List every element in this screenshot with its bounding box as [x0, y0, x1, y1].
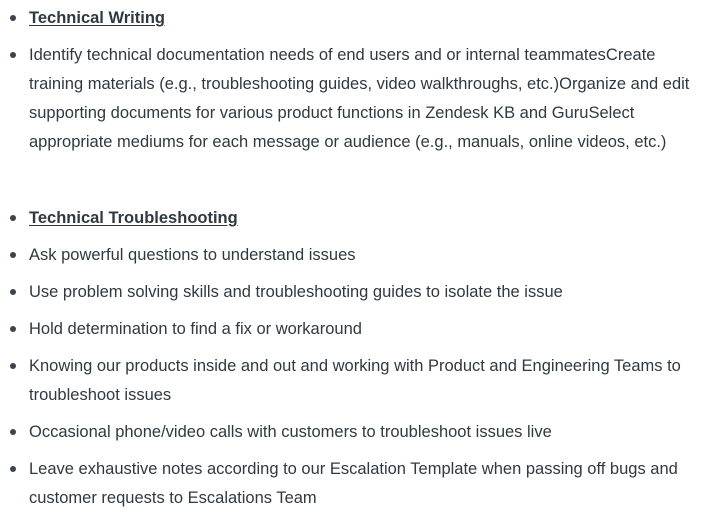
list-item-text: Knowing our products inside and out and working with Product and Engineering Teams to troubleshoot issues [29, 357, 681, 404]
bullet-icon [10, 252, 16, 258]
bullet-icon [10, 466, 16, 472]
list-item [0, 352, 720, 410]
bullet-icon [10, 363, 16, 369]
technical-troubleshooting-list [0, 204, 720, 513]
list-item-text: Identify technical documentation needs of end users and or internal teammatesCreate training materials (e.g., troubleshooting guides, video walkthroughs, etc.)Organize and edit supporting documents for various product functions in Zendesk KB and GuruSelect appropriate mediums for each message or audience (e.g., manuals, online videos, etc.) [29, 46, 690, 151]
list-item [0, 315, 720, 344]
bullet-icon [10, 429, 16, 435]
list-item-text: Use problem solving skills and troubleshooting guides to isolate the issue [29, 283, 563, 301]
list-item [0, 4, 720, 33]
list-item-text: Occasional phone/video calls with customers to troubleshoot issues live [29, 423, 552, 441]
list-item-text: Hold determination to find a fix or workaround [29, 320, 362, 338]
list-item [0, 41, 720, 157]
list-item [0, 278, 720, 307]
bullet-icon [10, 15, 16, 21]
list-item-text: Ask powerful questions to understand issues [29, 246, 356, 264]
bullet-icon [10, 215, 16, 221]
technical-writing-list [0, 4, 720, 157]
bullet-icon [10, 289, 16, 295]
list-item [0, 204, 720, 233]
section-heading-technical-troubleshooting: Technical Troubleshooting [29, 209, 238, 227]
bullet-icon [10, 326, 16, 332]
list-item-text: Leave exhaustive notes according to our Escalation Template when passing off bugs and customer requests to Escalations Team [29, 460, 678, 507]
bullet-icon [10, 52, 16, 58]
list-item [0, 455, 720, 513]
list-item [0, 418, 720, 447]
list-item [0, 241, 720, 270]
section-heading-technical-writing: Technical Writing [29, 9, 165, 27]
